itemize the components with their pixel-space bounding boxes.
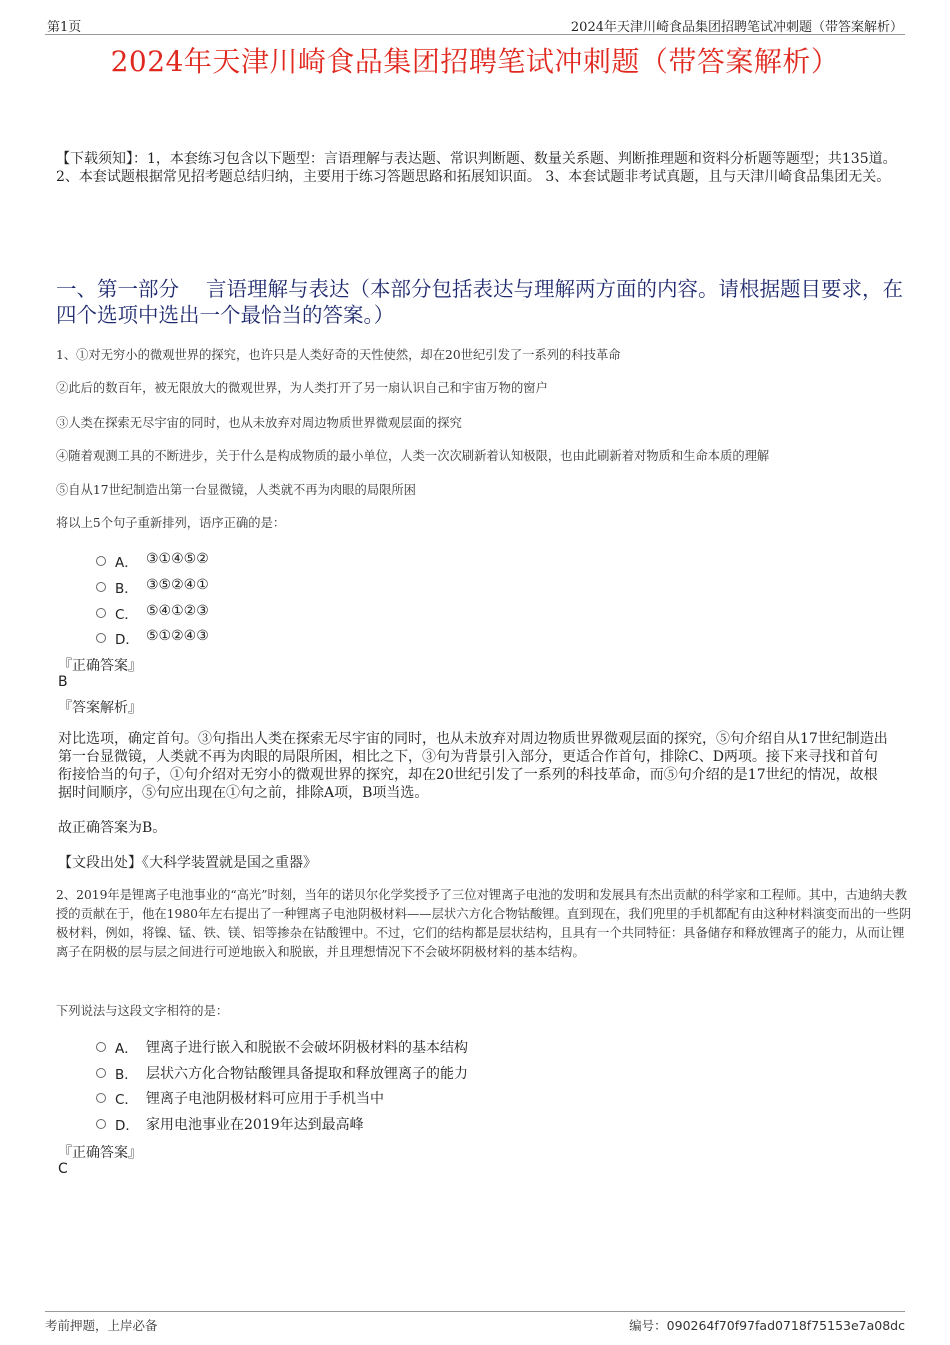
option-letter: C． bbox=[115, 1092, 138, 1108]
q1-conclusion: 故正确答案为B。 bbox=[58, 820, 167, 836]
option-text: 锂离子进行嵌入和脱嵌不会破坏阴极材料的基本结构 bbox=[146, 1040, 468, 1056]
download-notice: 【下载须知】：1，本套练习包含以下题型：言语理解与表达题、常识判断题、数量关系题、判断推理题和资料分析题等题型；共135道。 2、本套试题根据常见招考题总结归纳，主要用于练习答题思路和拓展知识面。 3、本套试题非考试真题，且与天津川崎食品集团无关。 bbox=[56, 151, 897, 185]
page-header bbox=[45, 14, 905, 35]
q1-source: 【文段出处】《大科学装置就是国之重器》 bbox=[58, 855, 317, 871]
q2-answer: C bbox=[58, 1161, 68, 1177]
option-text: 层状六方化合物钴酸锂具备提取和释放锂离子的能力 bbox=[146, 1066, 468, 1082]
q1-sentence-5: ⑤自从17世纪制造出第一台显微镜，人类就不再为肉眼的局限所困 bbox=[56, 483, 416, 497]
option-letter: A． bbox=[115, 1041, 138, 1057]
option-text: ③⑤②④① bbox=[146, 577, 209, 593]
footer-slogan: 考前押题，上岸必备 bbox=[45, 1318, 158, 1333]
option-letter: D． bbox=[115, 1118, 139, 1134]
q1-prompt: 将以上5个句子重新排列，语序正确的是： bbox=[56, 516, 286, 530]
radio-icon[interactable] bbox=[96, 1093, 106, 1103]
option-letter: A． bbox=[115, 555, 138, 571]
option-text: 锂离子电池阴极材料可应用于手机当中 bbox=[146, 1091, 384, 1107]
footer-code: 090264f70f97fad0718f75153e7a08dc bbox=[666, 1318, 905, 1333]
q1-answer-label: 『正确答案』 bbox=[58, 658, 142, 674]
page-footer bbox=[45, 1311, 905, 1334]
option-letter: B． bbox=[115, 1067, 138, 1083]
radio-icon[interactable] bbox=[96, 633, 106, 643]
option-letter: C． bbox=[115, 607, 138, 623]
option-text: ③①④⑤② bbox=[146, 551, 209, 567]
radio-icon[interactable] bbox=[96, 1068, 106, 1078]
q1-sentence-2: ②此后的数百年，被无限放大的微观世界，为人类打开了另一扇认识自己和宇宙万物的窗户 bbox=[56, 381, 548, 395]
q1-sentence-3: ③人类在探索无尽宇宙的同时，也从未放弃对周边物质世界微观层面的探究 bbox=[56, 416, 462, 430]
option-text: ⑤④①②③ bbox=[146, 603, 209, 619]
q1-sentence-1: 1、①对无穷小的微观世界的探究，也许只是人类好奇的天性使然，却在20世纪引发了一系列的科技革命 bbox=[56, 348, 621, 362]
footer-code-label: 编号： bbox=[629, 1318, 667, 1333]
q2-prompt: 下列说法与这段文字相符的是： bbox=[56, 1004, 229, 1018]
q1-answer: B bbox=[58, 674, 68, 690]
q1-analysis: 对比选项，确定首句。③句指出人类在探索无尽宇宙的同时，也从未放弃对周边物质世界微观层面的探究，⑤句介绍自从17世纪制造出第一台显微镜，人类就不再为肉眼的局限所困，相比之下，③句为背景引入部分，更适合作首句，排除C、D两项。接下来寻找和首句衔接恰当的句子，①句介绍对无穷小的微观世界的探究，却在20世纪引发了一系列的科技革命，而⑤句介绍的是17世纪的情况，故根据时间顺序，⑤句应出现在①句之前，排除A项，B项当选。 bbox=[58, 731, 888, 801]
q2-answer-label: 『正确答案』 bbox=[58, 1145, 142, 1161]
radio-icon[interactable] bbox=[96, 556, 106, 566]
option-text: ⑤①②④③ bbox=[146, 628, 209, 644]
option-letter: B． bbox=[115, 581, 138, 597]
q1-analysis-label: 『答案解析』 bbox=[58, 700, 142, 716]
q2-passage: 2、2019年是锂离子电池事业的“高光”时刻，当年的诺贝尔化学奖授予了三位对锂离子电池的发明和发展具有杰出贡献的科学家和工程师。其中，古迪纳夫教授的贡献在于，他在1980年左右提出了一种锂离子电池阴极材料——层状六方化合物钴酸锂。直到现在，我们兜里的手机都配有由这种材料演变而出的一些阴极材料，例如，将镍、锰、铁、镁、铝等掺杂在钴酸锂中。不过，它们的结构都是层状结构，且具有一个共同特征：具备储存和释放锂离子的能力，从而让锂离子在阴极的层与层之间进行可逆地嵌入和脱嵌，并且理想情况下不会破坏阴极材料的基本结构。 bbox=[56, 888, 912, 959]
section-title: 一、第一部分 言语理解与表达（本部分包括表达与理解两方面的内容。请根据题目要求，在四个选项中选出一个最恰当的答案。） bbox=[56, 277, 904, 327]
page-number: 第1页 bbox=[47, 20, 82, 35]
document-title: 2024年天津川崎食品集团招聘笔试冲刺题（带答案解析） bbox=[110, 45, 840, 78]
q1-sentence-4: ④随着观测工具的不断进步，关于什么是构成物质的最小单位，人类一次次刷新着认知极限，也由此刷新着对物质和生命本质的理解 bbox=[56, 449, 770, 463]
radio-icon[interactable] bbox=[96, 1042, 106, 1052]
header-doc-title: 2024年天津川崎食品集团招聘笔试冲刺题（带答案解析） bbox=[570, 20, 903, 35]
option-text: 家用电池事业在2019年达到最高峰 bbox=[146, 1117, 364, 1133]
footer-code-block bbox=[629, 1316, 905, 1334]
radio-icon[interactable] bbox=[96, 582, 106, 592]
radio-icon[interactable] bbox=[96, 1119, 106, 1129]
radio-icon[interactable] bbox=[96, 608, 106, 618]
option-letter: D． bbox=[115, 632, 139, 648]
